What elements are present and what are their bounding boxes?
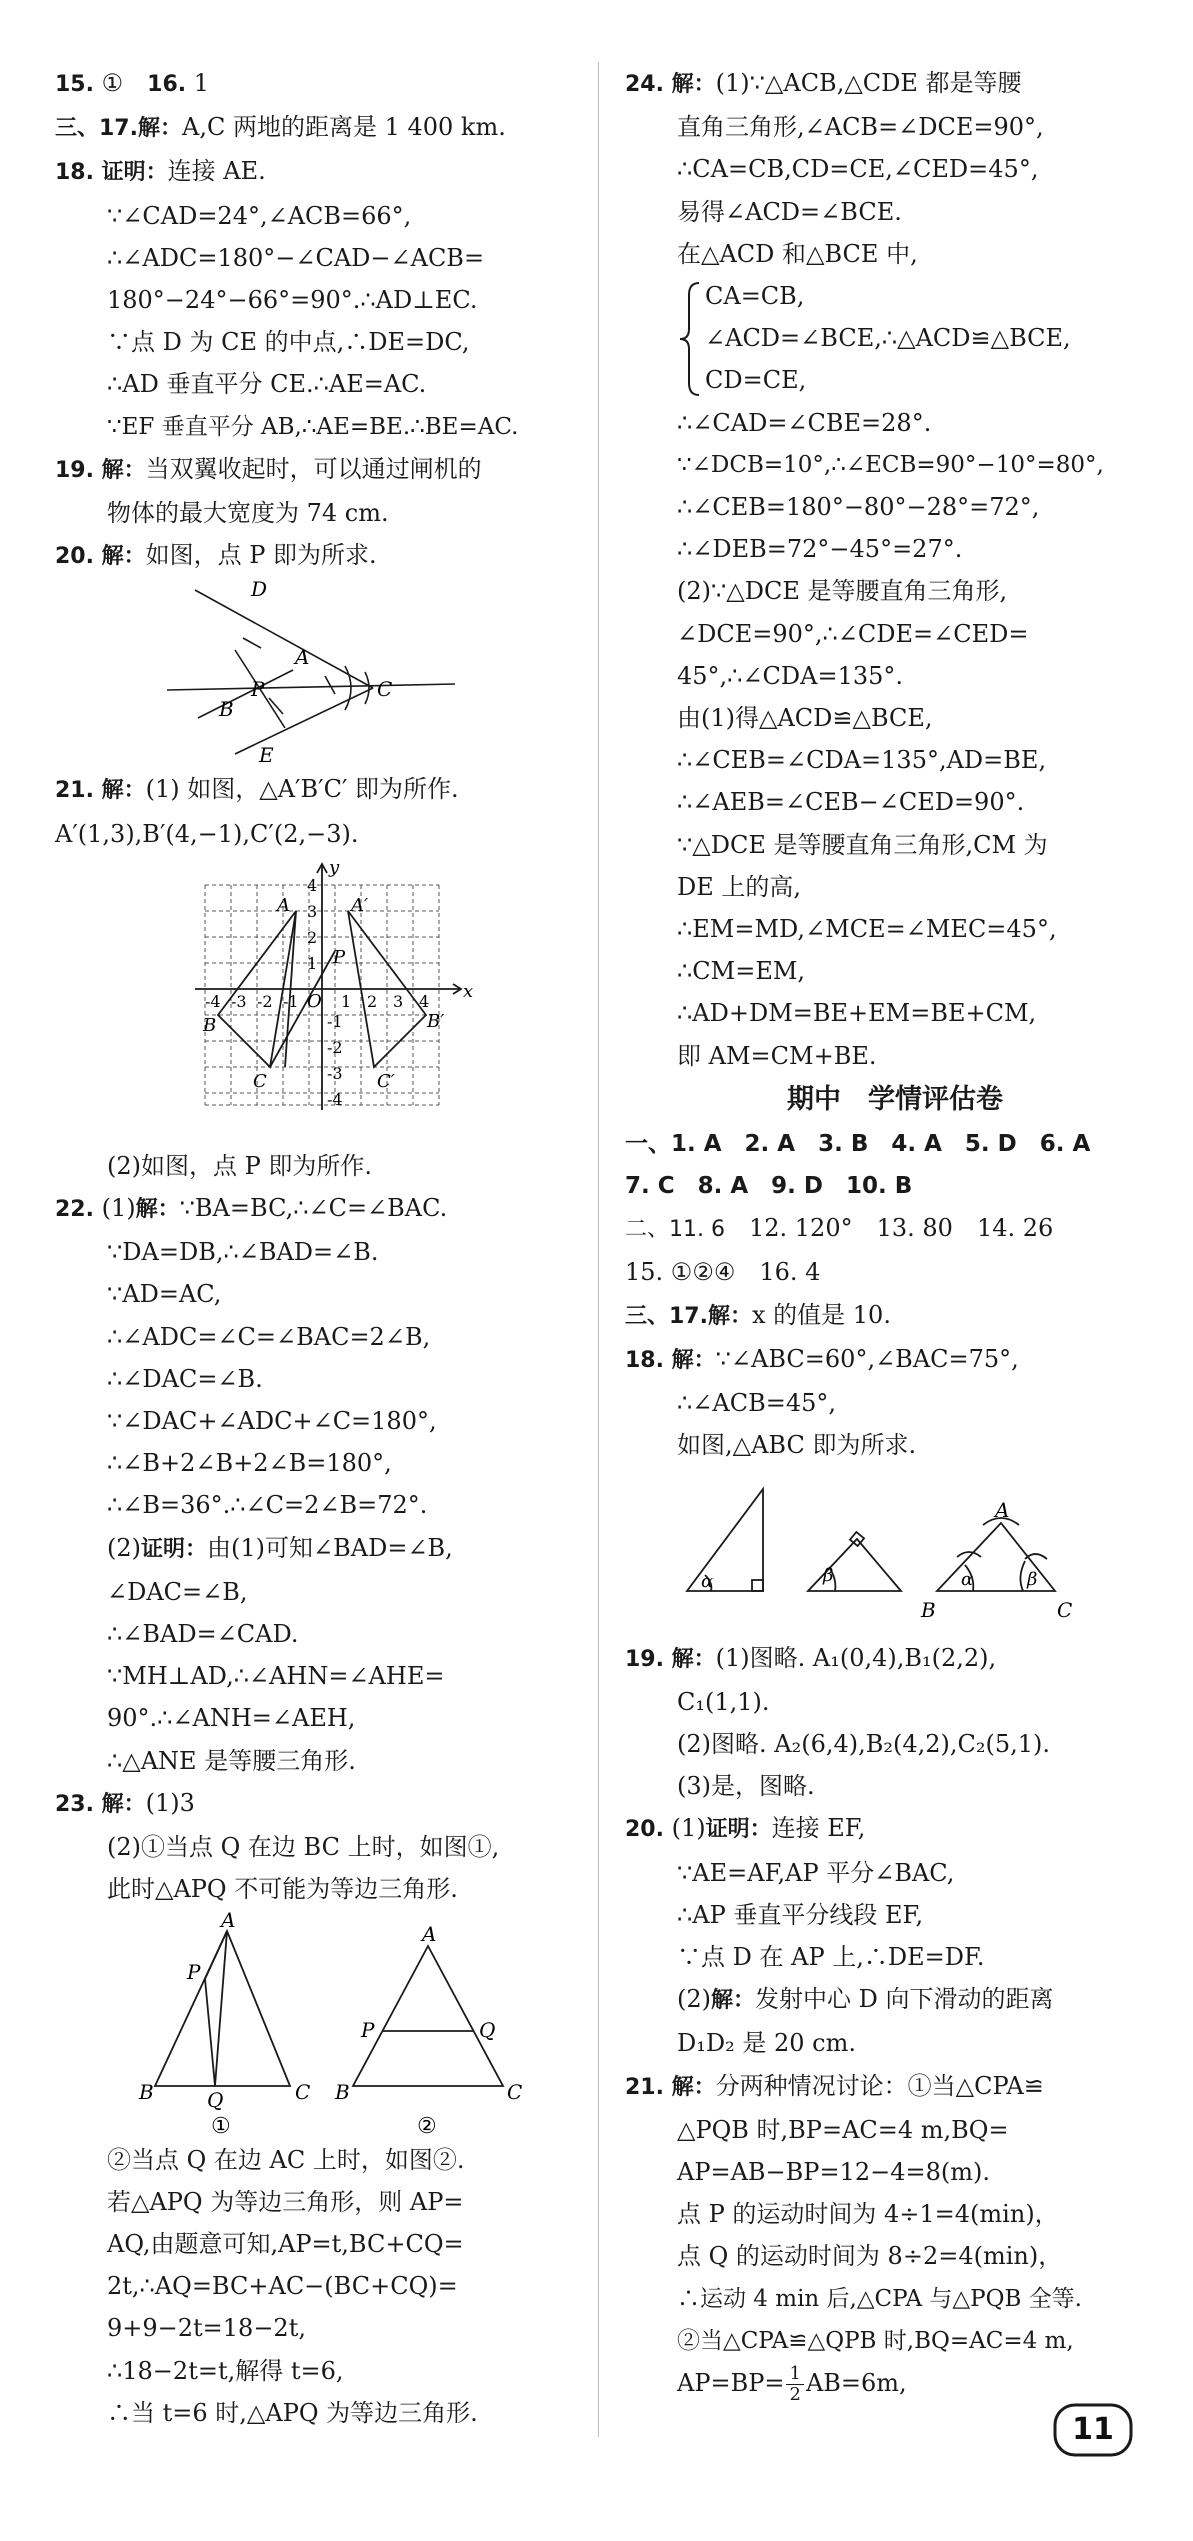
text-line: ∴CM=EM, — [677, 957, 806, 986]
answer-19: 19. 解：当双翼收起时，可以通过闸机的 — [55, 454, 482, 483]
text-line: ∠DCE=90°,∴∠CDE=∠CED= — [677, 619, 1029, 648]
text-line: 若△APQ 为等边三角形，则 AP= — [107, 2187, 464, 2216]
fraction: $\frac{1}{2}$ — [786, 2364, 803, 2405]
text-line: CA=CB, — [705, 282, 805, 311]
text-line: ∠DAC=∠B, — [107, 1577, 248, 1606]
text-line: (2)∵△DCE 是等腰直角三角形, — [677, 577, 1008, 606]
text-line: AP=AB−BP=12−4=8(m). — [677, 2157, 990, 2186]
answer-18: 18. 证明：连接 AE. — [55, 157, 266, 186]
label-c: C — [507, 2079, 523, 2104]
text-line: 9+9−2t=18−2t, — [107, 2314, 306, 2343]
multiple-choice-answers-2: 7. C 8. A 9. D 10. B — [625, 1173, 913, 1200]
text-line: ∴AD+DM=BE+EM=BE+CM, — [677, 999, 1037, 1028]
label-c: C — [377, 677, 393, 702]
text-line: △PQB 时,BP=AC=4 m,BQ= — [677, 2115, 1009, 2144]
svg-text:-2: -2 — [327, 1037, 343, 1057]
svg-text:-2: -2 — [257, 991, 273, 1011]
label-b: B — [219, 697, 234, 722]
label-b: B — [335, 2079, 350, 2104]
text-line: (2)证明：由(1)可知∠BAD=∠B, — [107, 1533, 453, 1562]
svg-text:4: 4 — [419, 991, 430, 1011]
text-line: ∵∠DCB=10°,∴∠ECB=90°−10°=80°, — [677, 451, 1104, 478]
answer-21: 21. 解：(1) 如图，△A′B′C′ 即为所作. — [55, 775, 459, 804]
text-line: (2)①当点 Q 在边 BC 上时，如图①, — [107, 1833, 500, 1862]
answer-20: 20. (1)证明：连接 EF, — [625, 1814, 866, 1843]
text-line: (2)解：发射中心 D 向下滑动的距离 — [677, 1985, 1054, 2014]
label-x: x — [463, 980, 474, 1002]
label-b: B — [203, 1014, 217, 1036]
text-line: 180°−24°−66°=90°.∴AD⊥EC. — [107, 286, 478, 315]
text-line: ∵∠DAC+∠ADC+∠C=180°, — [107, 1407, 437, 1436]
label-a: A — [995, 1497, 1010, 1522]
answer-23: 23. 解：(1)3 — [55, 1788, 195, 1817]
label-p: P — [187, 1959, 201, 1984]
text-line: ∴AP 垂直平分线段 EF, — [677, 1900, 924, 1929]
equation-system — [625, 275, 1165, 402]
label-y: y — [329, 856, 340, 878]
label-b-prime: B′ — [427, 1010, 445, 1032]
text-line: 如图,△ABC 即为所求. — [677, 1431, 917, 1460]
text-line: ∴∠BAD=∠CAD. — [107, 1620, 299, 1649]
label-alpha: α — [961, 1568, 974, 1590]
text-line: ∴∠ACB=45°, — [677, 1389, 836, 1418]
text-line: ∵MH⊥AD,∴∠AHN=∠AHE= — [107, 1662, 445, 1691]
text-line: 2t,∴AQ=BC+AC−(BC+CQ)= — [107, 2272, 458, 2301]
answer-17: 三、17.解：x 的值是 10. — [625, 1300, 891, 1329]
label-c-prime: C′ — [377, 1070, 395, 1092]
text-line: (3)是，图略. — [677, 1772, 815, 1801]
text-line: C₁(1,1). — [677, 1687, 770, 1716]
text-line: ∴∠B+2∠B+2∠B=180°, — [107, 1449, 392, 1478]
svg-text:-4: -4 — [327, 1089, 343, 1109]
answer-21: 21. 解：分两种情况讨论：①当△CPA≌ — [625, 2071, 1044, 2100]
answer-18: 18. 解：∵∠ABC=60°,∠BAC=75°, — [625, 1344, 1019, 1373]
answer-15-16: 15. ① 16. 1 — [55, 69, 210, 97]
page-number: 11 — [1072, 2412, 1114, 2447]
text-line: ∴∠CEB=180°−80°−28°=72°, — [677, 493, 1040, 522]
label-c: C — [1057, 1597, 1073, 1622]
label-p: P — [333, 946, 346, 968]
label-b: B — [921, 1597, 936, 1622]
text-line: ∴运动 4 min 后,△CPA 与△PQB 全等. — [677, 2285, 1082, 2312]
label-beta: β — [1027, 1568, 1038, 1590]
text-line: 直角三角形,∠ACB=∠DCE=90°, — [677, 113, 1044, 142]
svg-text:-3: -3 — [327, 1063, 343, 1083]
svg-text:-4: -4 — [205, 991, 221, 1011]
left-brace-icon — [677, 281, 703, 397]
text-line: 即 AM=CM+BE. — [677, 1041, 877, 1070]
text-line: 由(1)得△ACD≌△BCE, — [677, 704, 933, 733]
left-column — [55, 62, 575, 2434]
text-line: ∴∠ADC=∠C=∠BAC=2∠B, — [107, 1322, 431, 1351]
text-line: ∵EF 垂直平分 AB,∴AE=BE.∴BE=AC. — [107, 413, 519, 440]
label-o: O — [307, 990, 322, 1012]
label-a: A — [295, 645, 310, 670]
label-b: B — [139, 2079, 154, 2104]
text-line: ∴△ANE 是等腰三角形. — [107, 1746, 356, 1775]
text-line: ∴∠ADC=180°−∠CAD−∠ACB= — [107, 243, 485, 272]
text-line: ∵DA=DB,∴∠BAD=∠B. — [107, 1238, 379, 1267]
label-a: A — [277, 894, 290, 916]
figure-caption-1: ① — [211, 2113, 231, 2139]
label-q: Q — [479, 2017, 496, 2042]
text-line: ∴∠DEB=72°−45°=27°. — [677, 535, 963, 564]
svg-text:-1: -1 — [327, 1011, 343, 1031]
fill-blank-answers-2: 15. ①②④ 16. 4 — [625, 1258, 821, 1287]
text-line: A′(1,3),B′(4,−1),C′(2,−3). — [55, 819, 359, 848]
column-divider — [598, 62, 599, 2437]
text-line: ∴当 t=6 时,△APQ 为等边三角形. — [107, 2398, 478, 2427]
text-line-with-fraction: AP=BP= $\frac{1}{2}$ AB=6m, — [677, 2362, 907, 2405]
text-line: ∴EM=MD,∠MCE=∠MEC=45°, — [677, 915, 1057, 944]
answer-20: 20. 解：如图，点 P 即为所求. — [55, 541, 377, 570]
multiple-choice-answers-1: 一、1. A 2. A 3. B 4. A 5. D 6. A — [625, 1130, 1091, 1157]
text-line: 45°,∴∠CDA=135°. — [677, 661, 904, 690]
text-line: ∠ACD=∠BCE,∴△ACD≌△BCE, — [705, 324, 1071, 353]
answer-24: 24. 解：(1)∵△ACB,△CDE 都是等腰 — [625, 69, 1022, 97]
text-line: ∴∠AEB=∠CEB−∠CED=90°. — [677, 788, 1025, 817]
text-line: CD=CE, — [705, 366, 807, 395]
label-e: E — [259, 743, 274, 768]
text-line: DE 上的高, — [677, 872, 802, 901]
label-a-prime: A′ — [351, 894, 369, 916]
svg-text:4: 4 — [307, 875, 318, 895]
text-line: ②当点 Q 在边 AC 上时，如图②. — [107, 2145, 465, 2174]
text-line: ∴18−2t=t,解得 t=6, — [107, 2356, 344, 2385]
text-line: AQ,由题意可知,AP=t,BC+CQ= — [107, 2229, 464, 2258]
label-c: C — [295, 2079, 311, 2104]
answer-19: 19. 解：(1)图略. A₁(0,4),B₁(2,2), — [625, 1643, 997, 1672]
figure-q18-construction — [625, 1467, 1165, 1637]
text-line: ∴AD 垂直平分 CE.∴AE=AC. — [107, 370, 427, 399]
text-line: ∵AE=AF,AP 平分∠BAC, — [677, 1858, 955, 1887]
text-line: 点 P 的运动时间为 4÷1=4(min)， — [677, 2200, 1059, 2229]
text-line: ∴CA=CB,CD=CE,∠CED=45°, — [677, 155, 1039, 184]
text-line: 在△ACD 和△BCE 中, — [677, 239, 918, 268]
svg-text:3: 3 — [393, 991, 404, 1011]
label-d: D — [251, 578, 268, 602]
text-line: ∵点 D 为 CE 的中点,∴DE=DC, — [107, 328, 470, 357]
text-line: ∴∠B=36°.∴∠C=2∠B=72°. — [107, 1491, 428, 1520]
text-line: ∵∠CAD=24°,∠ACB=66°, — [107, 201, 412, 230]
text-line: 物体的最大宽度为 74 cm. — [107, 499, 389, 528]
label-q: Q — [207, 2087, 224, 2112]
svg-text:1: 1 — [307, 953, 318, 973]
text-line: 90°.∴∠ANH=∠AEH, — [107, 1704, 356, 1733]
label-p: P — [361, 2017, 375, 2042]
text-line: 点 Q 的运动时间为 8÷2=4(min)， — [677, 2242, 1063, 2271]
figure-q21-grid — [55, 855, 575, 1145]
svg-text:2: 2 — [307, 927, 318, 947]
text-line: ∴∠CAD=∠CBE=28°. — [677, 408, 932, 437]
text-line: 易得∠ACD=∠BCE. — [677, 197, 902, 226]
svg-text:2: 2 — [367, 991, 378, 1011]
text-line: ②当△CPA≌△QPB 时,BQ=AC=4 m, — [677, 2327, 1074, 2354]
svg-text:-1: -1 — [283, 991, 299, 1011]
label-alpha: α — [701, 1570, 714, 1592]
text-line: ∵△DCE 是等腰直角三角形,CM 为 — [677, 830, 1048, 859]
text-line: D₁D₂ 是 20 cm. — [677, 2029, 856, 2058]
text-line: (2)如图，点 P 即为所作. — [107, 1151, 373, 1180]
text-line: (2)图略. A₂(6,4),B₂(4,2),C₂(5,1). — [677, 1729, 1051, 1758]
section-heading: 期中 学情评估卷 — [787, 1083, 1003, 1115]
text-line: ∴∠CEB=∠CDA=135°,AD=BE, — [677, 746, 1047, 775]
svg-text:-3: -3 — [231, 991, 247, 1011]
label-a: A — [221, 1910, 236, 1932]
fill-blank-answers-1: 二、11. 6 12. 120° 13. 80 14. 26 — [625, 1214, 1054, 1243]
answer-17: 三、17.解：A,C 两地的距离是 1 400 km. — [55, 113, 506, 142]
text-line: ∴∠DAC=∠B. — [107, 1364, 263, 1393]
label-a: A — [422, 1921, 437, 1946]
svg-text:1: 1 — [341, 991, 352, 1011]
svg-text:3: 3 — [307, 901, 318, 921]
text-line: ∵AD=AC, — [107, 1280, 222, 1309]
figure-caption-2: ② — [417, 2113, 437, 2139]
text-line: ∵点 D 在 AP 上,∴DE=DF. — [677, 1942, 985, 1971]
label-beta: β — [823, 1564, 834, 1586]
label-c: C — [253, 1070, 267, 1092]
text-line: 此时△APQ 不可能为等边三角形. — [107, 1875, 458, 1904]
answer-22: 22. (1)解：∵BA=BC,∴∠C=∠BAC. — [55, 1194, 448, 1223]
right-column — [625, 62, 1165, 2405]
figure-q23 — [55, 1911, 575, 2139]
label-p: P — [251, 677, 265, 702]
figure-q20 — [55, 578, 575, 768]
